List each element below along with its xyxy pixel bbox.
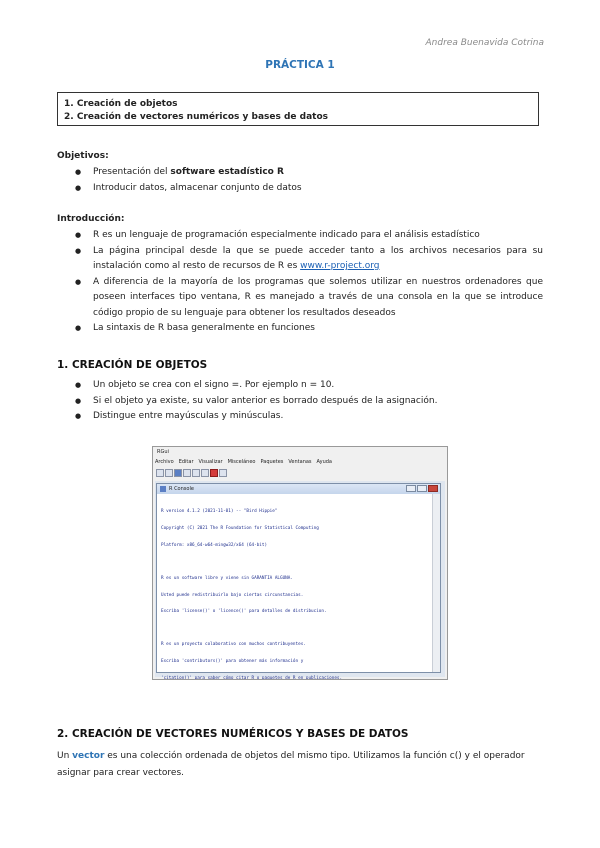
- list-item: ● La página principal desde la que se puede acceder tanto a los archivos necesarios para su instalación como al resto de recursos de R es www.r-project.org: [57, 244, 543, 275]
- list-item: ● Presentación del software estadístico R: [57, 165, 543, 181]
- topic-item: 2. Creación de vectores numéricos y bases de datos: [64, 112, 329, 122]
- menu-item[interactable]: Ventanas: [288, 459, 312, 465]
- r-console-window: [156, 483, 441, 680]
- rgui-menu-bar: [153, 458, 447, 467]
- console-title-bar: [157, 484, 440, 494]
- menu-item[interactable]: Ayuda: [316, 459, 332, 465]
- list-item: ● Si el objeto ya existe, su valor anterior es borrado después de la asignación.: [57, 394, 543, 410]
- list-item: ● La sintaxis de R basa generalmente en funciones: [57, 321, 543, 337]
- stop-icon[interactable]: [210, 469, 218, 477]
- list-item: ● Distingue entre mayúsculas y minúsculas.: [57, 409, 543, 425]
- section1-heading: 1. CREACIÓN DE OBJETOS: [57, 359, 208, 371]
- author-name: Andrea Buenavida Cotrina: [425, 38, 544, 48]
- copy-paste-icon[interactable]: [201, 469, 209, 477]
- load-workspace-icon[interactable]: [165, 469, 173, 477]
- menu-item[interactable]: Paquetes: [260, 459, 284, 465]
- r-project-link[interactable]: www.r-project.org: [300, 261, 380, 271]
- r-gui-screenshot: [152, 446, 448, 680]
- maximize-icon[interactable]: [417, 485, 427, 492]
- rgui-workspace: [155, 481, 445, 680]
- save-icon[interactable]: [174, 469, 182, 477]
- section2-heading: 2. CREACIÓN DE VECTORES NUMÉRICOS Y BASES DE DATOS: [57, 728, 409, 740]
- list-item: ● Un objeto se crea con el signo =. Por ejemplo n = 10.: [57, 378, 543, 394]
- topic-item: 1. Creación de objetos: [64, 99, 178, 109]
- objetivos-heading: Objetivos:: [57, 151, 109, 161]
- vector-keyword: vector: [72, 751, 105, 761]
- section2-paragraph: Un vector es una colección ordenada de objetos del mismo tipo. Utilizamos la función c() y el operador asignar para crear vectores.: [57, 751, 525, 778]
- introduccion-section: [57, 212, 543, 337]
- minimize-icon[interactable]: [406, 485, 416, 492]
- r-logo-icon: [160, 486, 166, 492]
- objetivos-section: [57, 149, 543, 196]
- menu-item[interactable]: Misceláneo: [227, 459, 256, 465]
- console-output[interactable]: R version 4.1.2 (2021-11-01) -- "Bird Hippie" Copyright (C) 2021 The R Foundation for Statistical Computing Platform: x86_64-w64-mingw32/x64 (64-bit) R es un software libre y viene sin GARANTIA ALGUNA. Usted puede redistribuirlo bajo ciertas circunstancias. Escriba 'license()' o 'licence()' para detalles de distribucion. R es un proyecto colaborativo con muchos contribuyentes. Escriba 'contributors()' para obtener más información y 'citation()' para saber cómo citar R o paquetes de R en publicaciones.: [161, 509, 343, 680]
- menu-item[interactable]: Editar: [178, 459, 194, 465]
- close-icon[interactable]: [428, 485, 438, 492]
- topics-box: [57, 92, 539, 126]
- list-item: ● A diferencia de la mayoría de los programas que solemos utilizar en nuestros ordenadores que poseen interfaces tipo ventana, R es manejado a través de una consola en la que se introduce código propio de su lenguaje para obtener los resultados deseados: [57, 275, 543, 322]
- open-script-icon[interactable]: [156, 469, 164, 477]
- introduccion-heading: Introducción:: [57, 214, 125, 224]
- menu-item[interactable]: Archivo: [155, 459, 174, 465]
- console-title: R Console: [169, 486, 194, 492]
- copy-icon[interactable]: [183, 469, 191, 477]
- console-scrollbar[interactable]: [432, 494, 440, 672]
- section1-list: [57, 378, 543, 425]
- list-item: ● Introducir datos, almacenar conjunto de datos: [57, 181, 543, 197]
- page-title: PRÁCTICA 1: [265, 59, 335, 71]
- rgui-toolbar: [153, 467, 447, 479]
- menu-item[interactable]: Visualizar: [198, 459, 223, 465]
- paste-icon[interactable]: [192, 469, 200, 477]
- rgui-title-bar: RGui: [157, 449, 169, 455]
- print-icon[interactable]: [219, 469, 227, 477]
- list-item: ● R es un lenguaje de programación especialmente indicado para el análisis estadístico: [57, 228, 543, 244]
